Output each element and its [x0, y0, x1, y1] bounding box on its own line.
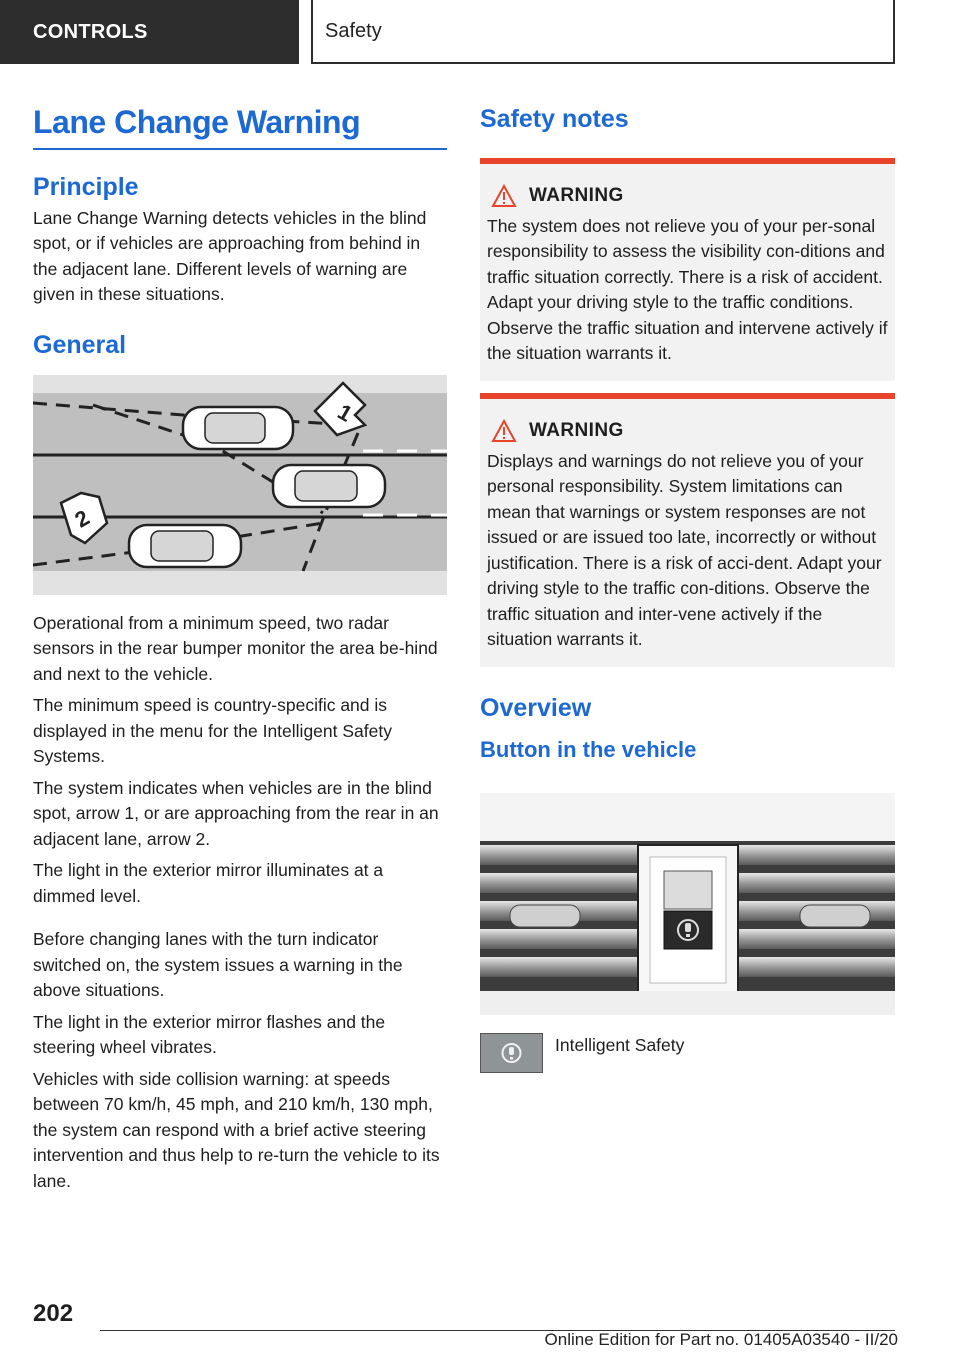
safety-notes-heading: Safety notes	[480, 105, 629, 133]
button-legend	[480, 1033, 895, 1073]
warning-label: WARNING	[529, 184, 624, 206]
intelligent-safety-icon	[481, 1034, 542, 1072]
paragraph-light-flashes: The light in the exterior mirror flashes and the steering wheel vibrates.	[33, 1011, 386, 1058]
button-in-vehicle-heading: Button in the vehicle	[480, 736, 697, 762]
chapter-label: Safety	[325, 19, 382, 42]
section-tab	[0, 0, 299, 64]
paragraph-minimum-speed: The minimum speed is country-specific and is displayed in the menu for the Intelligent Safety Systems.	[33, 695, 392, 767]
left-column	[33, 100, 447, 1200]
arrow-1-label: 1	[333, 398, 357, 427]
overview-heading: Overview	[480, 693, 592, 722]
principle-text: Lane Change Warning detects vehicles in the blind spot, or if vehicles are approaching from behind in the adjacent lane. Different levels of warning are given in these situations.	[33, 207, 427, 305]
warning-box-1	[480, 158, 895, 381]
edition-footer: Online Edition for Part no. 01405A03540 - II/20	[544, 1330, 898, 1349]
warning-box-2	[480, 393, 895, 667]
intelligent-safety-button-icon	[480, 1033, 543, 1073]
warning-label: WARNING	[529, 419, 624, 441]
paragraph-side-collision: Vehicles with side collision warning: at speeds between 70 km/h, 45 mph, and 210 km/h, 130 mph, the system can respond with a brief active steering intervention and thus help to re‐turn the vehicle to its lane.	[33, 1068, 440, 1191]
lane-change-illustration	[33, 375, 447, 595]
principle-heading: Principle	[33, 173, 139, 202]
chapter-tab	[311, 0, 895, 64]
warning-text: Displays and warnings do not relieve you of your personal responsibility. System limitations can mean that warnings or system responses are not issued or are issued too late, incorrectly or without justification. There is a risk of acci‐dent. Adapt your driving style to the traffic con‐ditions. Observe the traffic situation and inter‐vene actively if the situation warrants it.	[487, 450, 882, 649]
page-title: Lane Change Warning	[33, 105, 447, 150]
warning-triangle-icon	[491, 419, 517, 443]
intelligent-safety-label: Intelligent Safety	[555, 1034, 685, 1055]
section-label: CONTROLS	[33, 20, 148, 43]
paragraph-light-dimmed: The light in the exterior mirror illuminates at a dimmed level.	[33, 860, 384, 906]
paragraph-indicates: The system indicates when vehicles are in the blind spot, arrow 1, or are approaching from the rear in an adjacent lane, arrow 2.	[33, 777, 439, 849]
car-middle	[273, 465, 385, 507]
button-panel-photo	[480, 793, 895, 1015]
car-top	[183, 407, 293, 449]
warning-triangle-icon	[491, 184, 517, 208]
page-number: 202	[33, 1300, 74, 1327]
paragraph-operational: Operational from a minimum speed, two radar sensors in the rear bumper monitor the area be‐hind and next to the vehicle.	[33, 612, 438, 684]
arrow-2-label: 2	[70, 504, 94, 533]
warning-text: The system does not relieve you of your per‐sonal responsibility to assess the visibility con‐ditions and traffic situation correctly. There is a risk of accident. Adapt your driving style to the traffic conditions. Observe the traffic situation and intervene actively if the situation warrants it.	[487, 215, 888, 363]
right-column	[480, 100, 895, 1073]
paragraph-before-changing: Before changing lanes with the turn indicator switched on, the system issues a warning in the above situations.	[33, 929, 403, 1001]
car-bottom	[129, 525, 241, 567]
general-heading: General	[33, 330, 127, 359]
